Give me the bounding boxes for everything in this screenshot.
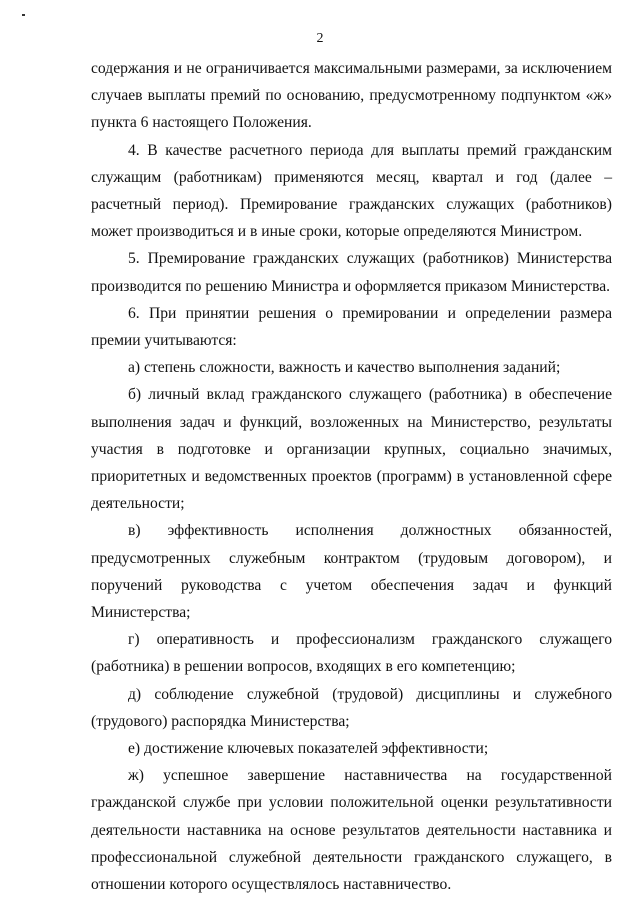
- paragraph-item-4: 4. В качестве расчетного периода для выплаты премий гражданским служащим (работникам) применяются месяц, квартал и год (далее – расчетный период). Премирование гражданских служащих (работников) может производиться и в иные сроки, которые определяются Министром.: [91, 141, 612, 241]
- subitem-v: в) эффективность исполнения должностных обязанностей, предусмотренных служебным контрактом (трудовым договором), и поручений руководства с учетом обеспечения задач и функций Министерства;: [91, 522, 612, 622]
- subitem-zh: ж) успешное завершение наставничества на государственной гражданской службе при условии положительной оценки результативности деятельности наставника на основе результатов деятельности наставника и профессиональной служебной деятельности гражданского служащего, в отношении которого осуществлялось наставничество.: [91, 767, 612, 894]
- subitem-g: г) оперативность и профессионализм гражданского служащего (работника) в решении вопросов, входящих в его компетенцию;: [91, 631, 612, 676]
- subitem-b: б) личный вклад гражданского служащего (работника) в обеспечение выполнения задач и функций, возложенных на Министерство, результаты участия в подготовке и организации крупных, социально значимых, приоритетных и ведомственных проектов (программ) в установленной сфере деятельности;: [91, 386, 612, 513]
- scan-mark: [22, 14, 25, 16]
- subitem-a: а) степень сложности, важность и качество выполнения заданий;: [128, 359, 561, 377]
- subitem-d: д) соблюдение служебной (трудовой) дисциплины и служебного (трудового) распорядка Министерства;: [91, 685, 612, 730]
- paragraph-item-6: 6. При принятии решения о премировании и определении размера премии учитываются:: [91, 304, 612, 350]
- page-number: 2: [316, 31, 324, 46]
- paragraph-continuation: содержания и не ограничивается максимальными размерами, за исключением случаев выплаты премий по основанию, предусмотренному подпунктом «ж» пункта 6 настоящего Положения.: [91, 60, 612, 132]
- document-body: [91, 55, 612, 898]
- subitem-e: е) достижение ключевых показателей эффективности;: [128, 740, 489, 758]
- paragraph-item-5: 5. Премирование гражданских служащих (работников) Министерства производится по решению Министра и оформляется приказом Министерства.: [91, 250, 612, 295]
